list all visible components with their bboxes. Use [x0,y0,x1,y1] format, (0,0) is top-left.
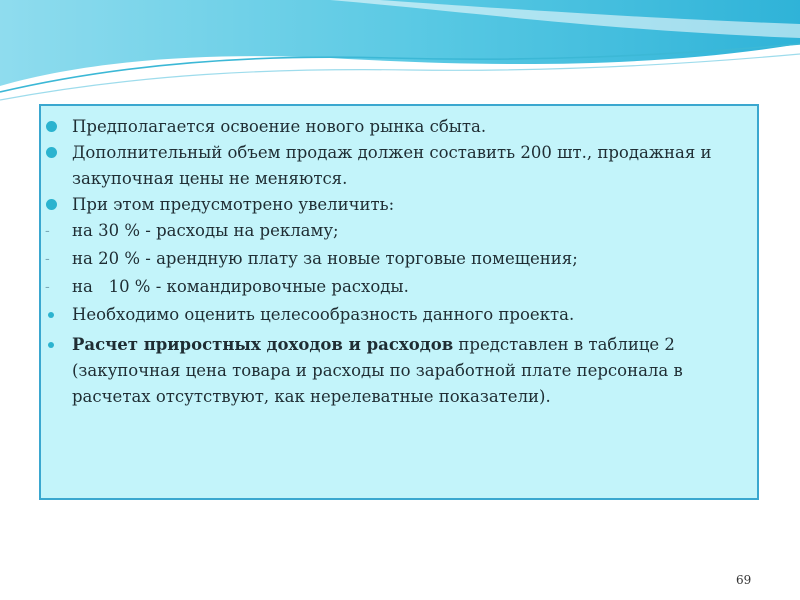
small-dot-icon [45,302,59,328]
page-number: 69 [736,573,752,587]
bullet-dot-icon [45,114,59,140]
dash-icon: - [45,223,50,239]
item-text: на 30 % - расходы на рекламу; [72,221,339,240]
item-text: Необходимо оценить целесообразность данного проекта. [72,305,575,324]
content-box [39,104,759,500]
item-text: на 20 % - арендную плату за новые торговые помещения; [72,249,578,268]
item-text: Расчет приростных доходов и расходов представлен в таблице 2 (закупочная цена товара и расходы по заработной плате персонала в расчетах отсутствуют, как нерелеватные показатели). [72,335,683,406]
bullet-dot-icon [45,192,59,218]
bullet-dot-icon [45,140,59,166]
item-text: Предполагается освоение нового рынка сбыта. [72,117,487,136]
small-dot-icon [45,332,59,358]
bold-phrase: Расчет приростных доходов и расходов [72,335,454,354]
header-wave-decoration [0,0,800,110]
dash-icon: - [45,251,50,267]
item-text: При этом предусмотрено увеличить: [72,195,395,214]
dash-icon: - [45,279,50,295]
item-text: Дополнительный объем продаж должен составить 200 шт., продажная и закупочная цены не меняются. [72,143,712,188]
item-text: на 10 % - командировочные расходы. [72,277,409,296]
